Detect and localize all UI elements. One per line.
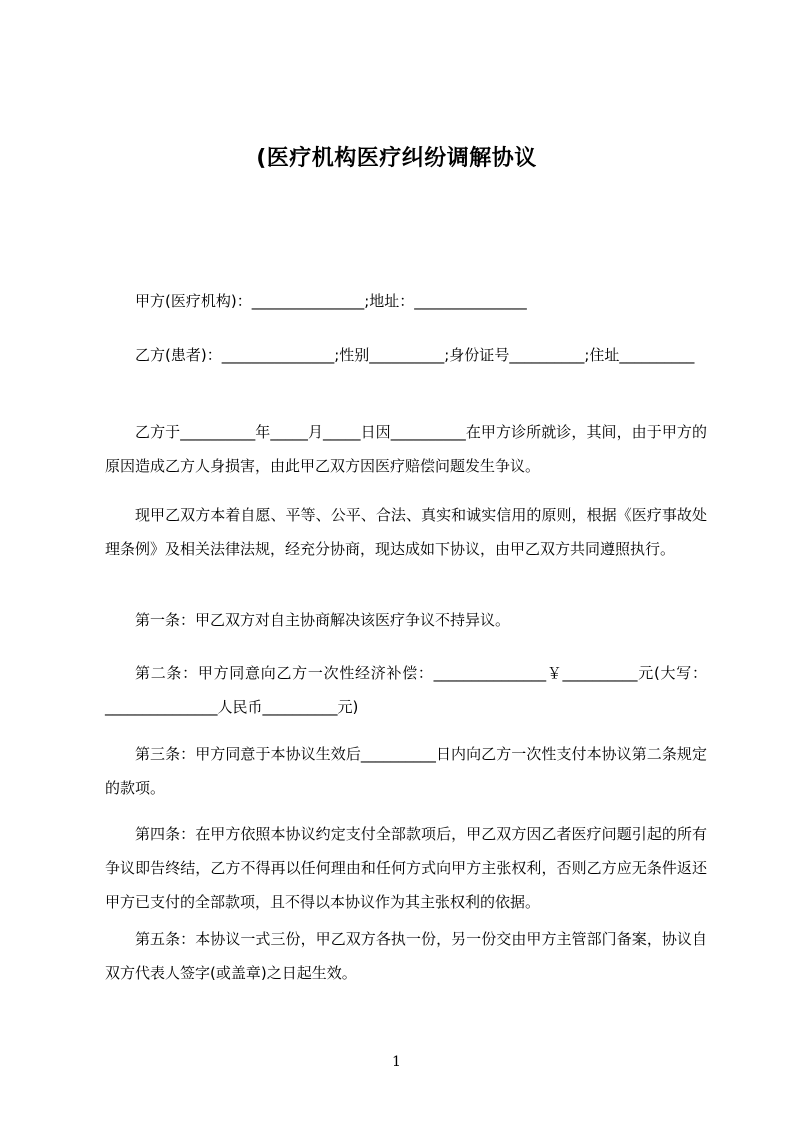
incident-paragraph: 乙方于__________年_____月_____日因__________在甲方诊所就诊，其间，由于甲方的原因造成乙方人身损害，由此甲乙双方因医疗赔偿问题发生争议。 <box>105 423 707 475</box>
article-2: 第二条：甲方同意向乙方一次性经济补偿：_______________￥__________元(大写：_______________人民币__________元) <box>105 664 707 716</box>
party-b-line: 乙方(患者)：_______________;性别__________;身份证号__________;住址__________ <box>135 346 695 364</box>
principle-paragraph: 现甲乙双方本着自愿、平等、公平、合法、真实和诚实信用的原则，根据《医疗事故处理条例》及相关法律法规，经充分协商，现达成如下协议，由甲乙双方共同遵照执行。 <box>105 506 707 558</box>
page-number: 1 <box>392 1054 401 1070</box>
article-3: 第三条：甲方同意于本协议生效后__________日内向乙方一次性支付本协议第二条规定的款项。 <box>105 745 707 797</box>
article-1: 第一条：甲乙双方对自主协商解决该医疗争议不持异议。 <box>135 611 511 629</box>
article-5: 第五条：本协议一式三份，甲乙双方各执一份，另一份交由甲方主管部门备案，协议自双方代表人签字(或盖章)之日起生效。 <box>105 930 707 982</box>
article-4: 第四条：在甲方依照本协议约定支付全部款项后，甲乙双方因乙者医疗问题引起的所有争议即告终结，乙方不得再以任何理由和任何方式向甲方主张权利，否则乙方应无条件返还甲方已支付的全部款项，且不得以本协议作为其主张权利的依据。 <box>105 825 707 911</box>
party-a-line: 甲方(医疗机构)：_______________;地址：_______________ <box>135 292 527 310</box>
document-title: (医疗机构医疗纠纷调解协议 <box>256 146 537 171</box>
